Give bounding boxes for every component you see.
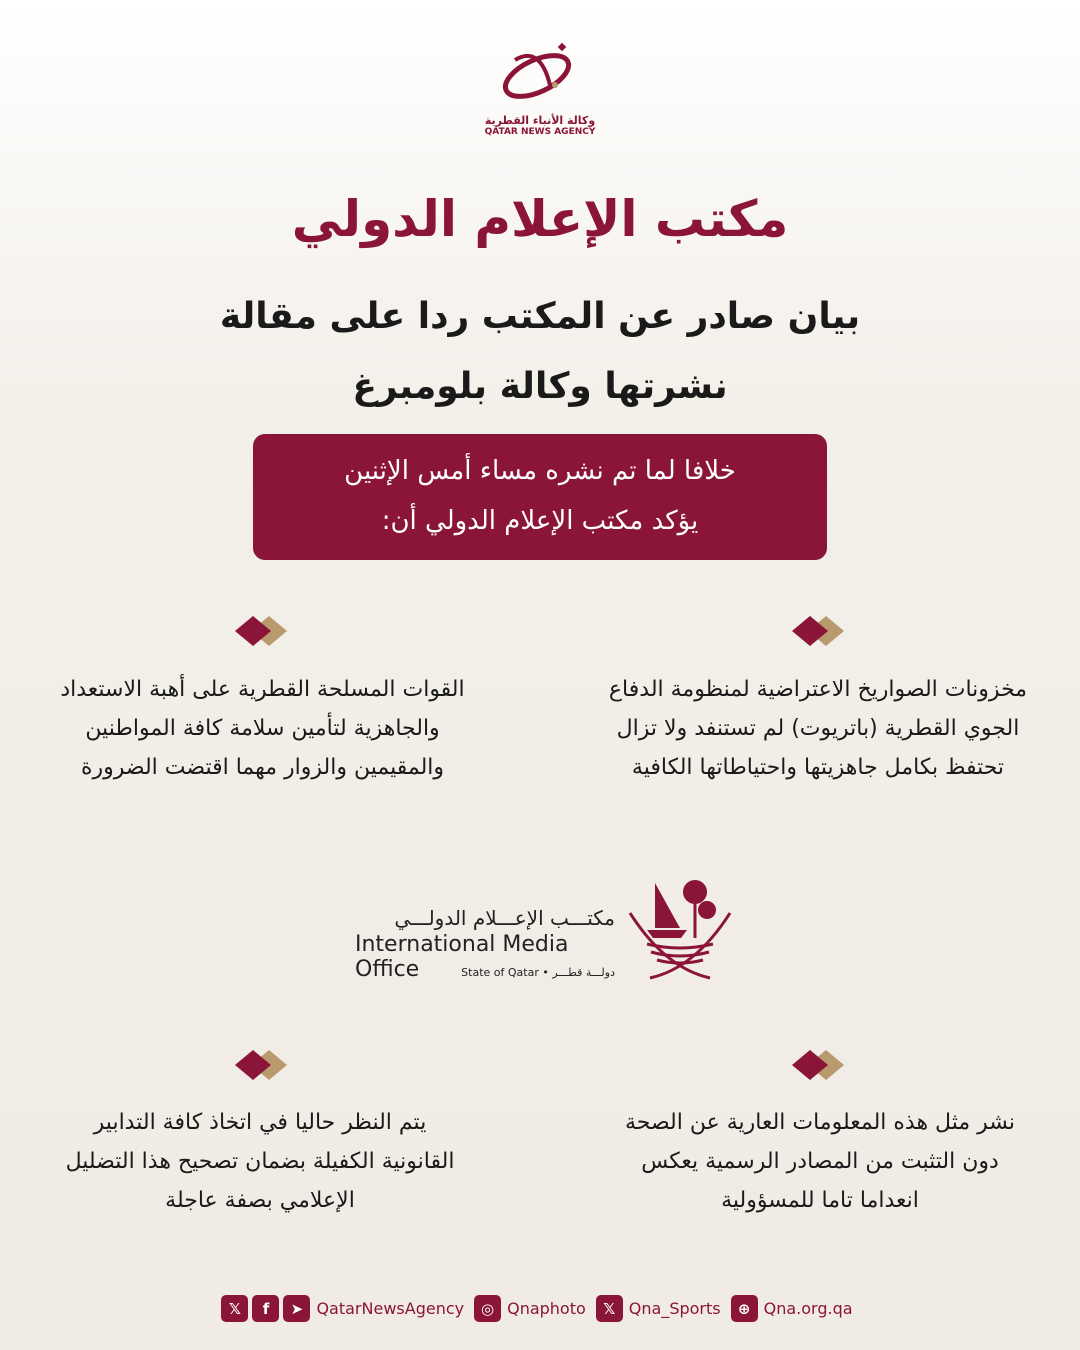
logo-text-en: QATAR NEWS AGENCY bbox=[484, 127, 596, 137]
handle-qna-sports[interactable]: Qna_Sports bbox=[628, 1299, 721, 1318]
qna-logo bbox=[480, 40, 600, 137]
x-icon[interactable]: 𝕏 bbox=[221, 1295, 248, 1322]
highlight-box bbox=[253, 434, 827, 560]
x-icon[interactable]: 𝕏 bbox=[596, 1295, 623, 1322]
subtitle-line: بيان صادر عن المكتب ردا على مقالة bbox=[219, 296, 861, 337]
international-media-office-logo bbox=[355, 878, 735, 988]
handle-qatarnewsagency[interactable]: QatarNewsAgency bbox=[316, 1299, 465, 1318]
point-4: يتم النظر حاليا في اتخاذ كافة التدابير القانونية الكفيلة بضمان تصحيح هذا التضليل الإعلامي بصفة عاجلة bbox=[65, 1110, 455, 1213]
facebook-icon[interactable]: f bbox=[252, 1295, 279, 1322]
globe-icon[interactable]: ⊕ bbox=[731, 1295, 758, 1322]
website-link[interactable]: Qna.org.qa bbox=[763, 1299, 853, 1318]
point-1: مخزونات الصواريخ الاعتراضية لمنظومة الدفاع الجوي القطرية (باتريوت) لم تستنفد ولا تزال تحتفظ بكامل جاهزيتها واحتياطاتها الكافية bbox=[608, 677, 1028, 780]
page-title: مكتب الإعلام الدولي bbox=[291, 190, 789, 248]
highlight-line: يؤكد مكتب الإعلام الدولي أن: bbox=[381, 506, 699, 536]
diamond-icon bbox=[235, 616, 287, 646]
subtitle bbox=[0, 282, 1080, 422]
highlight-line: خلافا لما تم نشره مساء أمس الإثنين bbox=[344, 456, 736, 486]
office-name-en: International Media Office bbox=[355, 932, 569, 982]
footer-social bbox=[0, 1295, 1080, 1322]
qna-logo-icon bbox=[495, 40, 585, 110]
point-2: القوات المسلحة القطرية على أهبة الاستعداد والجاهزية لتأمين سلامة كافة المواطنين والمقيمين والزوار مهما اقتضت الضرورة bbox=[60, 677, 465, 780]
office-name-ar: مكتـــب الإعـــلام الدولـــي bbox=[394, 906, 615, 930]
diamond-icon bbox=[235, 1050, 287, 1080]
logo-text-ar: وكالة الأنباء القطرية bbox=[484, 114, 596, 127]
instagram-icon[interactable]: ◎ bbox=[474, 1295, 501, 1322]
handle-qnaphoto[interactable]: Qnaphoto bbox=[507, 1299, 586, 1318]
diamond-icon bbox=[792, 616, 844, 646]
emblem-icon bbox=[625, 878, 735, 983]
diamond-icon bbox=[792, 1050, 844, 1080]
telegram-icon[interactable]: ➤ bbox=[283, 1295, 310, 1322]
subtitle-line: نشرتها وكالة بلومبرغ bbox=[352, 366, 728, 407]
office-state: State of Qatar • دولـــة قطـــر bbox=[461, 966, 615, 979]
point-3: نشر مثل هذه المعلومات العارية عن الصحة دون التثبت من المصادر الرسمية يعكس انعداما تاما للمسؤولية bbox=[624, 1110, 1016, 1213]
